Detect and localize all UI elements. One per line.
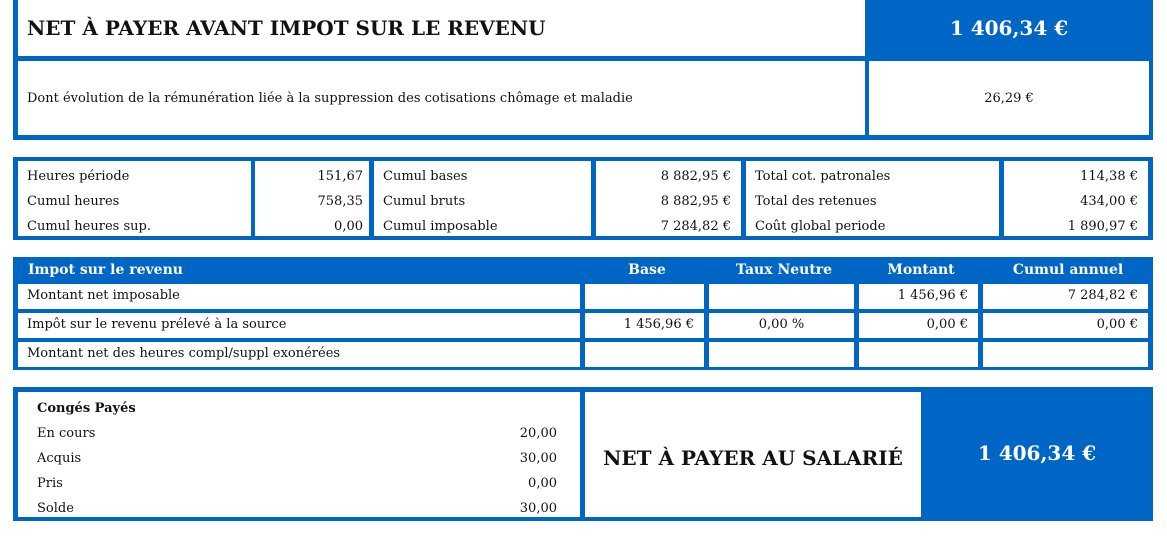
tax-rate: 0,00 % [758, 317, 805, 332]
cumul-label: Heures période [27, 169, 130, 184]
table-row-cell [585, 313, 704, 338]
table-row-cell [983, 313, 1148, 338]
cumul-label: Cumul imposable [383, 219, 498, 234]
tax-header-cumul: Cumul annuel [1012, 262, 1124, 278]
evolution-label-cell [18, 61, 865, 135]
cumul-label: Coût global periode [755, 219, 886, 234]
cumul-label: Cumul heures [27, 194, 120, 209]
cumul-label: Cumul heures sup. [27, 219, 151, 234]
cumul-value: 758,35 [317, 194, 363, 209]
tax-amount: 0,00 € [926, 317, 968, 332]
table-row-cell [983, 284, 1148, 309]
tax-row-label: Impôt sur le revenu prélevé à la source [27, 317, 287, 332]
table-row-cell [859, 284, 978, 309]
conges-label: Acquis [37, 451, 82, 466]
conges-title: Congés Payés [37, 401, 136, 416]
tax-header-amount: Montant [887, 262, 955, 278]
cumul-value: 151,67 [317, 169, 363, 184]
net-before-tax-block [13, 0, 1153, 140]
cumul-label: Cumul bruts [383, 194, 466, 209]
table-row-cell [709, 342, 854, 367]
conges-label: Solde [37, 501, 74, 516]
conges-label: Pris [37, 476, 63, 491]
conges-value: 0,00 [528, 476, 557, 491]
cumul-value: 0,00 [334, 219, 363, 234]
table-row-cell [585, 284, 704, 309]
table-row-cell [18, 313, 580, 338]
cumul-value: 434,00 € [1080, 194, 1138, 209]
tax-row-label: Montant net imposable [27, 288, 180, 303]
tax-header-rate: Taux Neutre [735, 262, 833, 278]
tax-cumul: 0,00 € [1096, 317, 1138, 332]
cumul-value: 7 284,82 € [660, 219, 731, 234]
tax-row-label: Montant net des heures compl/suppl exonérées [27, 346, 341, 361]
net-before-tax-label-cell [18, 0, 865, 56]
final-block [13, 387, 1153, 521]
net-final-label-cell [585, 392, 921, 517]
tax-cumul: 7 284,82 € [1067, 288, 1138, 303]
conges-value: 30,00 [519, 501, 557, 516]
cumuls-col1-values [255, 161, 369, 236]
evolution-amount: 26,29 € [984, 91, 1034, 106]
cumul-value: 8 882,95 € [660, 169, 731, 184]
net-final-label: NET À PAYER AU SALARIÉ [603, 446, 903, 470]
tax-amount: 1 456,96 € [897, 288, 968, 303]
cumuls-block [13, 157, 1153, 240]
cumul-label: Total des retenues [755, 194, 877, 209]
cumuls-col1-labels [18, 161, 251, 236]
net-before-tax-amount: 1 406,34 € [949, 16, 1069, 40]
table-row-cell [709, 313, 854, 338]
conges-label: En cours [37, 426, 96, 441]
cumul-label: Cumul bases [383, 169, 468, 184]
cumul-value: 1 890,97 € [1067, 219, 1138, 234]
table-row-cell [18, 284, 580, 309]
evolution-amount-cell [869, 61, 1149, 135]
cumul-value: 8 882,95 € [660, 194, 731, 209]
tax-header-base: Base [628, 262, 666, 278]
table-row-cell [859, 342, 978, 367]
cumuls-col3-values [1004, 161, 1148, 236]
tax-table [13, 257, 1153, 370]
table-row-cell [18, 342, 580, 367]
conges-value: 20,00 [519, 426, 557, 441]
evolution-label: Dont évolution de la rémunération liée à la suppression des cotisations chômage et maladie [27, 91, 633, 106]
table-row-cell [859, 313, 978, 338]
net-final-amount: 1 406,34 € [977, 441, 1097, 465]
tax-header-title: Impot sur le revenu [28, 262, 183, 278]
table-row-cell [709, 284, 854, 309]
cumuls-col3-labels [746, 161, 999, 236]
conges-value: 30,00 [519, 451, 557, 466]
table-row-cell [585, 342, 704, 367]
table-row-cell [983, 342, 1148, 367]
cumuls-col2-labels [374, 161, 591, 236]
cumul-value: 114,38 € [1080, 169, 1138, 184]
cumul-label: Total cot. patronales [755, 169, 891, 184]
cumuls-col2-values [596, 161, 741, 236]
conges-panel [18, 392, 580, 517]
tax-base: 1 456,96 € [623, 317, 694, 332]
net-before-tax-label: NET À PAYER AVANT IMPOT SUR LE REVENU [27, 16, 546, 40]
